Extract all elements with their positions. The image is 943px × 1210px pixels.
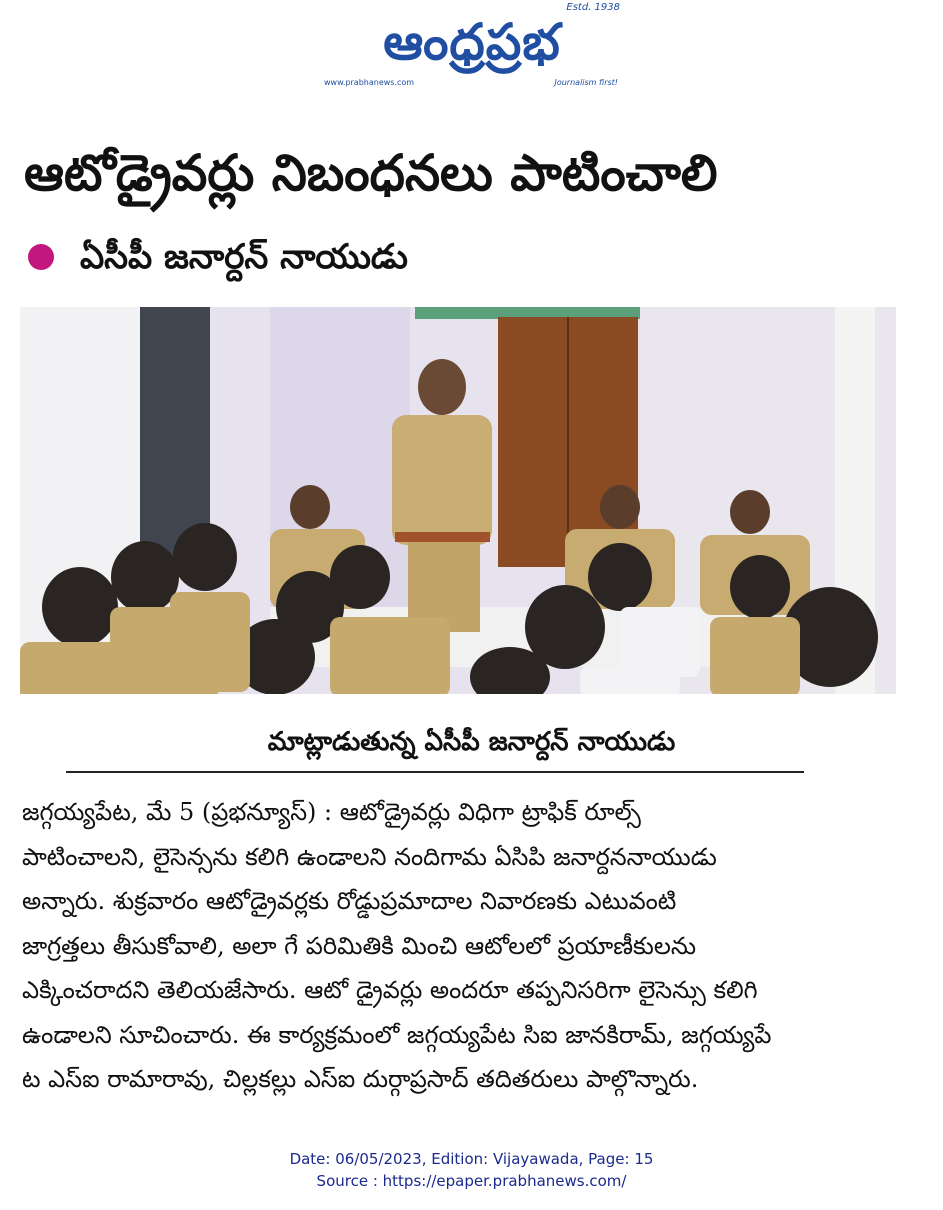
photo-caption: మాట్లాడుతున్న ఏసీపీ జనార్దన్ నాయుడు [267,727,676,757]
caption-divider [66,771,804,773]
newspaper-logo [322,2,622,90]
body-line: జాగ్రత్తలు తీసుకోవాలి, అలా గే పరిమితికి మించి ఆటోలలో ప్రయాణీకులను [22,931,697,960]
body-line: జగ్గయ్యపేట, మే 5 (ప్రభన్యూస్) : ఆటోడ్రైవర్లు విధిగా ట్రాఫిక్ రూల్స్ [22,798,641,826]
site-url: www.prabhanews.com [324,78,415,87]
body-line: ఎక్కించరాదని తెలియజేసారు. ఆటో డ్రైవర్లు అందరూ తప్పనిసరిగా లైసెన్సు కలిగి [22,976,758,1004]
footer-source-line[interactable]: Source : https://epaper.prabhanews.com/ [316,1172,627,1190]
body-line: అన్నారు. శుక్రవారం ఆటోడ్రైవర్లకు రోడ్డుప్రమాదాల నివారణకు ఎటువంటి [22,887,677,915]
body-line: పాటించాలని, లైసెన్సను కలిగి ఉండాలని నందిగామ ఏసిపి జనార్దననాయుడు [22,842,717,871]
masthead [0,0,943,100]
footer-date-line: Date: 06/05/2023, Edition: Vijayawada, Page: 15 [289,1150,654,1168]
article-body [22,790,902,1102]
body-line: ట ఎస్ఐ రామారావు, చిల్లకల్లు ఎస్ఐ దుర్గాప్రసాద్ తదితరులు పాల్గొన్నారు. [22,1065,699,1093]
photo-illustration [20,307,896,694]
page-footer [0,1148,943,1192]
article-photo [20,307,896,694]
article-subhead [28,232,828,282]
bullet-dot-icon [28,244,54,270]
subhead-text: ఏసీపీ జనార్దన్ నాయుడు [80,237,408,277]
estd-label: Estd. 1938 [566,2,620,13]
body-line: ఉండాలని సూచించారు. ఈ కార్యక్రమంలో జగ్గయ్యపేట సిఐ జానకిరామ్, జగ్గయ్యపే [22,1020,772,1049]
article-headline: ఆటోడ్రైవర్లు నిబంధనలు పాటించాలి [24,144,718,202]
logo-text: ఆంధ్రప్రభ [383,13,561,71]
tagline: Journalism first! [554,78,618,87]
